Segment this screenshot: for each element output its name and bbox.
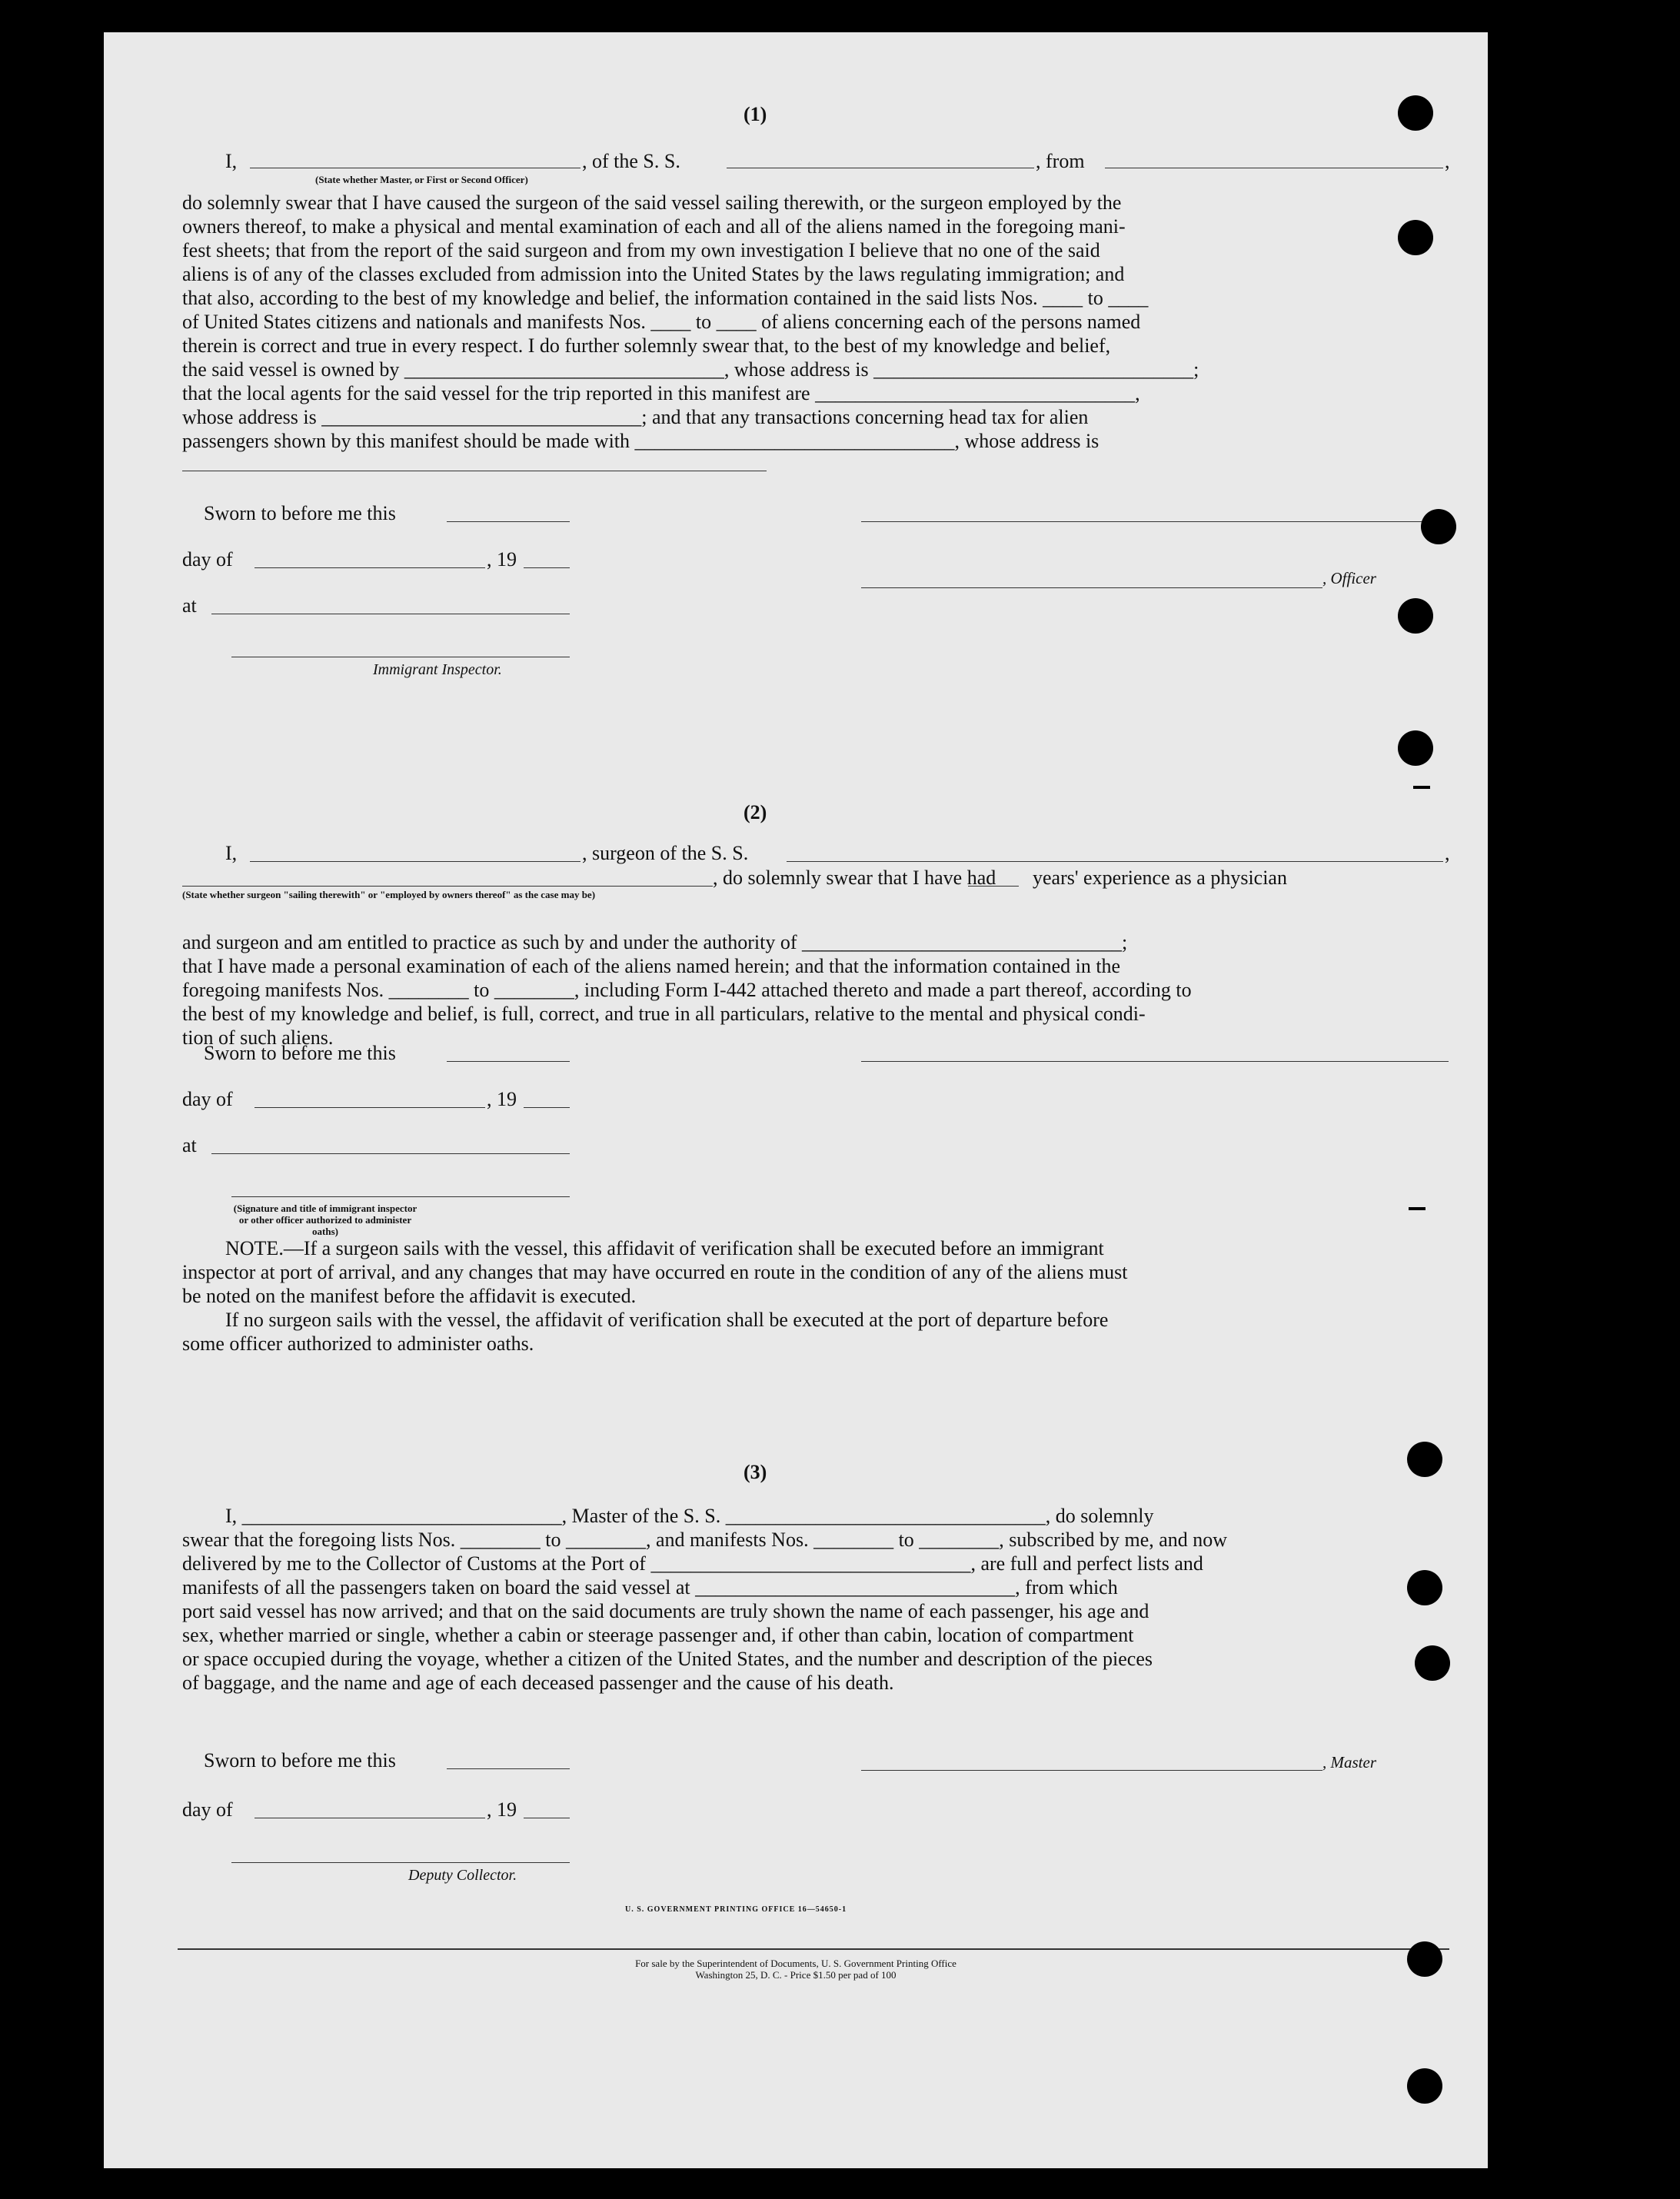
year-label: , 19 (487, 1088, 517, 1110)
footer-line: For sale by the Superintendent of Documents, U. S. Government Printing Office (635, 1958, 956, 1969)
master-signature-blank[interactable] (861, 1770, 1322, 1771)
sworn-label: Sworn to before me this (204, 1042, 396, 1064)
note-line: inspector at port of arrival, and any changes that may have occurred en route in the condition of any of the aliens must (182, 1261, 1128, 1283)
year-label: , 19 (487, 548, 517, 571)
oath-line: manifests of all the passengers taken on board the said vessel at ________________________________, from which (182, 1576, 1118, 1599)
oath-line: of United States citizens and nationals and manifests Nos. ____ to ____ of aliens concerning each of the persons named (182, 311, 1141, 333)
oath-line: and surgeon and am entitled to practice as such by and under the authority of ________________________________; (182, 931, 1128, 953)
oath-line: therein is correct and true in every respect. I do further solemnly swear that, to the best of my knowledge and belief, (182, 334, 1111, 357)
section-1-heading: (1) (744, 103, 767, 125)
at-label: at (182, 1134, 197, 1156)
inspector-signature-blank[interactable] (231, 1196, 570, 1197)
binder-hole (1415, 1645, 1450, 1681)
oath-line: that the local agents for the said vessel for the trip reported in this manifest are ________________________________, (182, 382, 1140, 404)
oath-line: sex, whether married or single, whether a cabin or steerage passenger and, if other than cabin, location of compartment (182, 1624, 1134, 1646)
surgeon-vessel-blank[interactable] (787, 861, 1443, 862)
surgeon-status-blank[interactable] (182, 886, 713, 887)
note-line: be noted on the manifest before the affidavit is executed. (182, 1285, 637, 1307)
section-3-oath-text (182, 1504, 1449, 1695)
binder-hole (1407, 1941, 1442, 1977)
oath-line: whose address is ________________________________; and that any transactions concerning head tax for alien (182, 406, 1089, 428)
binder-hole (1398, 730, 1433, 766)
oath-line: I, ________________________________, Master of the S. S. ________________________________, do solemnly (225, 1505, 1154, 1527)
year-blank[interactable] (524, 567, 570, 568)
line-text: , do solemnly swear that I have had (713, 867, 996, 889)
form-page (104, 32, 1488, 2168)
oath-line: foregoing manifests Nos. ________ to ________, including Form I-442 attached thereto and made a part thereof, according to (182, 979, 1192, 1001)
inspector-label: Immigrant Inspector. (373, 661, 502, 678)
collector-label: Deputy Collector. (408, 1867, 517, 1884)
master-label: , Master (1322, 1753, 1376, 1772)
binder-hole (1421, 509, 1456, 544)
oath-line: or space occupied during the voyage, whether a citizen of the United States, and the number and description of the pieces (182, 1648, 1153, 1670)
oath-line: of baggage, and the name and age of each deceased passenger and the cause of his death. (182, 1672, 894, 1694)
sworn-label: Sworn to before me this (204, 1749, 396, 1772)
section-1-oath-text (182, 191, 1449, 453)
day-of-label: day of (182, 1798, 233, 1821)
oath-line: the said vessel is owned by ________________________________, whose address is ________________________________; (182, 358, 1199, 381)
day-of-label: day of (182, 1088, 233, 1110)
surgeon-name-blank[interactable] (250, 861, 581, 862)
day-of-label: day of (182, 548, 233, 571)
binder-hole (1407, 1442, 1442, 1477)
line-text: , surgeon of the S. S. (582, 842, 749, 864)
officer-signature-blank[interactable] (861, 521, 1449, 522)
note-text (182, 1236, 1449, 1356)
oath-line: do solemnly swear that I have caused the surgeon of the said vessel sailing therewith, or the surgeon employed by the (182, 191, 1122, 214)
punch-mark (1409, 1207, 1426, 1210)
oath-line: swear that the foregoing lists Nos. ________ to ________, and manifests Nos. ________ to ________, subscribed by me, and now (182, 1529, 1228, 1551)
surgeon-signature-blank[interactable] (861, 1061, 1449, 1062)
gpo-imprint: U. S. GOVERNMENT PRINTING OFFICE 16—54650-1 (625, 1905, 847, 1914)
line-text: , (1445, 150, 1450, 172)
officer-title-blank[interactable] (861, 587, 1322, 588)
sworn-day-blank[interactable] (447, 1061, 570, 1062)
years-experience-blank[interactable] (968, 886, 1019, 887)
oath-line: that I have made a personal examination of each of the aliens named herein; and that the information contained in the (182, 955, 1121, 977)
officer-label: , Officer (1322, 569, 1376, 587)
surgeon-caption: (State whether surgeon "sailing therewith" or "employed by owners thereof" as the case may be) (182, 889, 596, 900)
month-blank[interactable] (254, 1107, 485, 1108)
binder-hole (1398, 220, 1433, 255)
line-text: , of the S. S. (582, 150, 680, 172)
line-text: I, (225, 842, 238, 864)
sworn-day-blank[interactable] (447, 1768, 570, 1769)
oath-line: passengers shown by this manifest should be made with ________________________________, whose address is (182, 430, 1099, 452)
year-label: , 19 (487, 1798, 517, 1821)
collector-signature-blank[interactable] (231, 1862, 570, 1863)
binder-hole (1398, 95, 1433, 131)
oath-line: the best of my knowledge and belief, is full, correct, and true in all particulars, relative to the mental and physical condi- (182, 1003, 1146, 1025)
sworn-day-blank[interactable] (447, 521, 570, 522)
officer-caption: (State whether Master, or First or Second Officer) (315, 174, 528, 185)
binder-hole (1407, 2068, 1442, 2104)
line-text: I, (225, 150, 238, 172)
month-blank[interactable] (254, 567, 485, 568)
at-label: at (182, 594, 197, 617)
note-line: some officer authorized to administer oaths. (182, 1332, 534, 1355)
footer-text (411, 1958, 1180, 1981)
place-blank[interactable] (211, 1153, 570, 1154)
oath-line: fest sheets; that from the report of the said surgeon and from my own investigation I believe that no one of the said (182, 239, 1100, 261)
sworn-label: Sworn to before me this (204, 502, 396, 524)
oath-line: that also, according to the best of my knowledge and belief, the information contained in the said lists Nos. ____ to ____ (182, 287, 1149, 309)
oath-line: tion of such aliens. (182, 1026, 334, 1049)
section-3-heading: (3) (744, 1461, 767, 1483)
punch-mark (1413, 786, 1430, 789)
line-text: , from (1036, 150, 1085, 172)
footer-line: Washington 25, D. C. - Price $1.50 per pad of 100 (695, 1969, 897, 1981)
note-line: NOTE.—If a surgeon sails with the vessel, this affidavit of verification shall be executed before an immigrant (225, 1237, 1104, 1259)
footer-rule (178, 1948, 1449, 1950)
binder-hole (1407, 1570, 1442, 1605)
oath-line: port said vessel has now arrived; and that on the said documents are truly shown the name of each passenger, his age and (182, 1600, 1149, 1622)
signature-caption: (Signature and title of immigrant inspector or other officer authorized to administer oaths) (233, 1203, 418, 1237)
line-text: years' experience as a physician (1033, 867, 1287, 889)
note-line: If no surgeon sails with the vessel, the affidavit of verification shall be executed at the port of departure before (225, 1309, 1109, 1331)
oath-line: owners thereof, to make a physical and mental examination of each and all of the aliens named in the foregoing mani- (182, 215, 1126, 238)
line-text: , (1445, 842, 1450, 864)
year-blank[interactable] (524, 1107, 570, 1108)
section-2-heading: (2) (744, 801, 767, 823)
section-2-oath-text (182, 930, 1449, 1050)
oath-line: delivered by me to the Collector of Customs at the Port of ________________________________, are full and perfect lists and (182, 1552, 1203, 1575)
binder-hole (1398, 598, 1433, 634)
oath-line: aliens is of any of the classes excluded from admission into the United States by the laws regulating immigration; and (182, 263, 1125, 285)
